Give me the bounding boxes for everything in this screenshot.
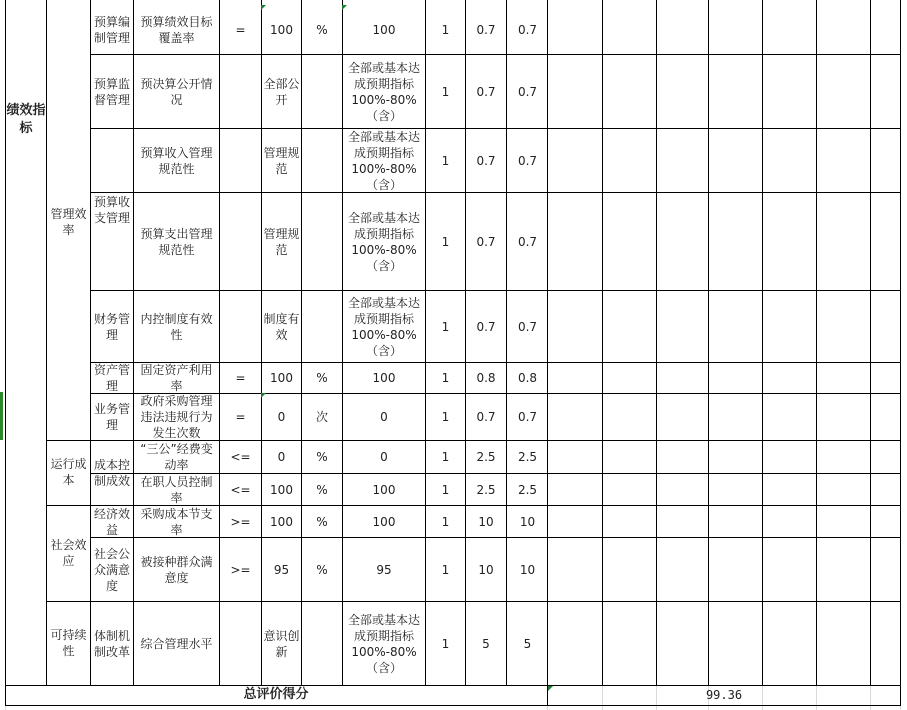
actual-cell[interactable]: 0 xyxy=(380,450,388,464)
weight-cell[interactable]: 1 xyxy=(441,514,450,529)
weight-cell[interactable]: 1 xyxy=(441,319,450,334)
indicator-cell[interactable]: 综合管理水平 xyxy=(140,636,213,651)
op-cell[interactable] xyxy=(220,129,261,192)
indicator-cell[interactable]: 预算支出管理规范性 xyxy=(140,226,213,257)
weight-cell[interactable]: 1 xyxy=(441,23,450,37)
total-score[interactable]: 99.36 xyxy=(705,688,743,702)
score-cell[interactable]: 5 xyxy=(482,636,490,651)
score-cell[interactable]: 0.8 xyxy=(476,371,496,385)
unit-cell[interactable] xyxy=(302,291,342,362)
unit-cell[interactable] xyxy=(302,193,342,290)
op-cell[interactable]: >= xyxy=(230,562,251,577)
l3-category-cell[interactable]: 经济效益 xyxy=(93,506,130,537)
l2-sustainability[interactable]: 可持续性 xyxy=(50,628,87,658)
target-cell[interactable]: 0 xyxy=(277,410,286,424)
score-cell[interactable]: 0.7 xyxy=(476,23,496,37)
final-cell[interactable]: 10 xyxy=(519,562,536,577)
l2-social-effect[interactable]: 社会效应 xyxy=(50,537,87,568)
actual-cell[interactable]: 100 xyxy=(372,482,396,497)
row-selection-marker xyxy=(0,392,3,440)
actual-cell[interactable]: 全部或基本达成预期指标100%-80%（含） xyxy=(347,295,420,358)
indicator-cell[interactable]: 固定资产利用率 xyxy=(140,363,213,393)
score-cell[interactable]: 2.5 xyxy=(476,482,496,497)
actual-cell[interactable]: 全部或基本达成预期指标100%-80%（含） xyxy=(347,129,420,192)
final-cell[interactable]: 0.8 xyxy=(517,371,538,385)
op-cell[interactable]: = xyxy=(235,371,246,385)
l3-category-cell[interactable]: 资产管理 xyxy=(93,363,130,393)
weight-cell[interactable]: 1 xyxy=(441,410,450,424)
indicator-cell[interactable]: 在职人员控制率 xyxy=(140,474,213,505)
target-cell[interactable]: 100 xyxy=(270,371,293,385)
op-cell[interactable]: = xyxy=(235,23,246,37)
weight-cell[interactable]: 1 xyxy=(441,84,450,99)
l3-category-cell[interactable]: 财务管理 xyxy=(93,311,130,342)
op-cell[interactable]: = xyxy=(235,410,246,424)
target-cell[interactable]: 意识创新 xyxy=(263,628,300,659)
weight-cell[interactable]: 1 xyxy=(441,636,450,651)
indicator-cell[interactable]: 政府采购管理违法违规行为发生次数 xyxy=(140,394,213,440)
unit-cell[interactable] xyxy=(302,55,342,128)
weight-cell[interactable]: 1 xyxy=(441,153,450,168)
op-cell[interactable] xyxy=(220,602,261,685)
final-cell[interactable]: 0.7 xyxy=(517,23,538,37)
l3-category-cell[interactable]: 社会公众满意度 xyxy=(93,546,130,593)
weight-cell[interactable]: 1 xyxy=(441,234,450,249)
score-cell[interactable]: 0.7 xyxy=(476,410,496,424)
l2-management-efficiency[interactable]: 管理效率 xyxy=(50,207,87,237)
score-cell[interactable]: 2.5 xyxy=(476,450,496,464)
indicator-cell[interactable]: “三公”经费变动率 xyxy=(140,442,213,472)
unit-cell[interactable]: % xyxy=(316,514,328,529)
l3-category-cell[interactable]: 成本控制成效 xyxy=(93,458,130,488)
score-cell[interactable]: 0.7 xyxy=(476,153,496,168)
performance-indicator-group[interactable]: 绩效指标 xyxy=(6,103,46,136)
op-cell[interactable]: <= xyxy=(230,450,251,464)
target-cell[interactable]: 100 xyxy=(270,482,293,497)
op-cell[interactable] xyxy=(220,291,261,362)
weight-cell[interactable]: 1 xyxy=(441,562,450,577)
score-cell[interactable]: 0.7 xyxy=(476,319,496,334)
l3-category-cell[interactable]: 业务管理 xyxy=(93,402,130,432)
actual-cell[interactable]: 100 xyxy=(372,514,396,529)
indicator-cell[interactable]: 预算绩效目标覆盖率 xyxy=(140,15,213,45)
final-cell[interactable]: 0.7 xyxy=(517,153,538,168)
final-cell[interactable]: 10 xyxy=(519,514,536,529)
target-cell[interactable]: 全部公开 xyxy=(263,76,300,107)
l3-category-cell[interactable]: 体制机制改革 xyxy=(93,628,130,659)
final-cell[interactable]: 0.7 xyxy=(517,84,538,99)
unit-cell[interactable] xyxy=(302,129,342,192)
op-cell[interactable]: >= xyxy=(230,514,251,529)
score-cell[interactable]: 0.7 xyxy=(476,234,496,249)
unit-cell[interactable]: % xyxy=(316,482,328,497)
actual-cell[interactable]: 95 xyxy=(376,562,392,577)
score-cell[interactable]: 0.7 xyxy=(476,84,496,99)
actual-cell[interactable]: 100 xyxy=(372,23,396,37)
actual-cell[interactable]: 全部或基本达成预期指标100%-80%（含） xyxy=(347,60,420,123)
weight-cell[interactable]: 1 xyxy=(441,371,450,385)
l3-category-cell[interactable]: 预算监督管理 xyxy=(93,76,130,107)
l3-category-cell[interactable]: 预算编制管理 xyxy=(93,15,130,45)
target-cell[interactable]: 制度有效 xyxy=(263,311,300,342)
actual-cell[interactable]: 0 xyxy=(380,410,388,424)
target-cell[interactable]: 95 xyxy=(273,562,290,577)
target-cell[interactable]: 管理规范 xyxy=(263,226,300,257)
target-cell[interactable]: 0 xyxy=(277,450,286,464)
score-cell[interactable]: 10 xyxy=(478,514,494,529)
l2-operating-cost[interactable]: 运行成本 xyxy=(50,457,87,487)
weight-cell[interactable]: 1 xyxy=(441,450,450,464)
unit-cell[interactable]: 次 xyxy=(315,410,328,424)
actual-cell[interactable]: 全部或基本达成预期指标100%-80%（含） xyxy=(347,612,420,675)
target-cell[interactable]: 100 xyxy=(270,514,293,529)
actual-cell[interactable]: 100 xyxy=(372,371,396,385)
unit-cell[interactable]: % xyxy=(316,450,328,464)
final-cell[interactable]: 0.7 xyxy=(517,234,538,249)
target-cell[interactable]: 管理规范 xyxy=(263,145,300,176)
final-cell[interactable]: 0.7 xyxy=(517,410,538,424)
indicator-cell[interactable]: 预决算公开情况 xyxy=(140,76,213,107)
op-cell[interactable]: <= xyxy=(230,482,251,497)
actual-cell[interactable]: 全部或基本达成预期指标100%-80%（含） xyxy=(347,210,420,273)
final-cell[interactable]: 2.5 xyxy=(517,450,538,464)
weight-cell[interactable]: 1 xyxy=(441,482,450,497)
indicator-cell[interactable]: 内控制度有效性 xyxy=(140,311,213,342)
final-cell[interactable]: 2.5 xyxy=(517,482,538,497)
unit-cell[interactable]: % xyxy=(316,371,328,385)
unit-cell[interactable]: % xyxy=(316,562,328,577)
target-cell[interactable]: 100 xyxy=(270,23,293,37)
l3-category-cell[interactable]: 预算收支管理 xyxy=(93,194,130,225)
indicator-cell[interactable]: 采购成本节支率 xyxy=(140,506,213,537)
final-cell[interactable]: 5 xyxy=(523,636,532,651)
final-cell[interactable]: 0.7 xyxy=(517,319,538,334)
score-cell[interactable]: 10 xyxy=(478,562,494,577)
total-label[interactable]: 总评价得分 xyxy=(243,687,309,702)
unit-cell[interactable] xyxy=(302,602,342,685)
indicator-cell[interactable]: 预算收入管理规范性 xyxy=(140,145,213,176)
unit-cell[interactable]: % xyxy=(316,23,328,37)
op-cell[interactable] xyxy=(220,193,261,290)
op-cell[interactable] xyxy=(220,55,261,128)
indicator-cell[interactable]: 被接种群众满意度 xyxy=(140,554,213,585)
